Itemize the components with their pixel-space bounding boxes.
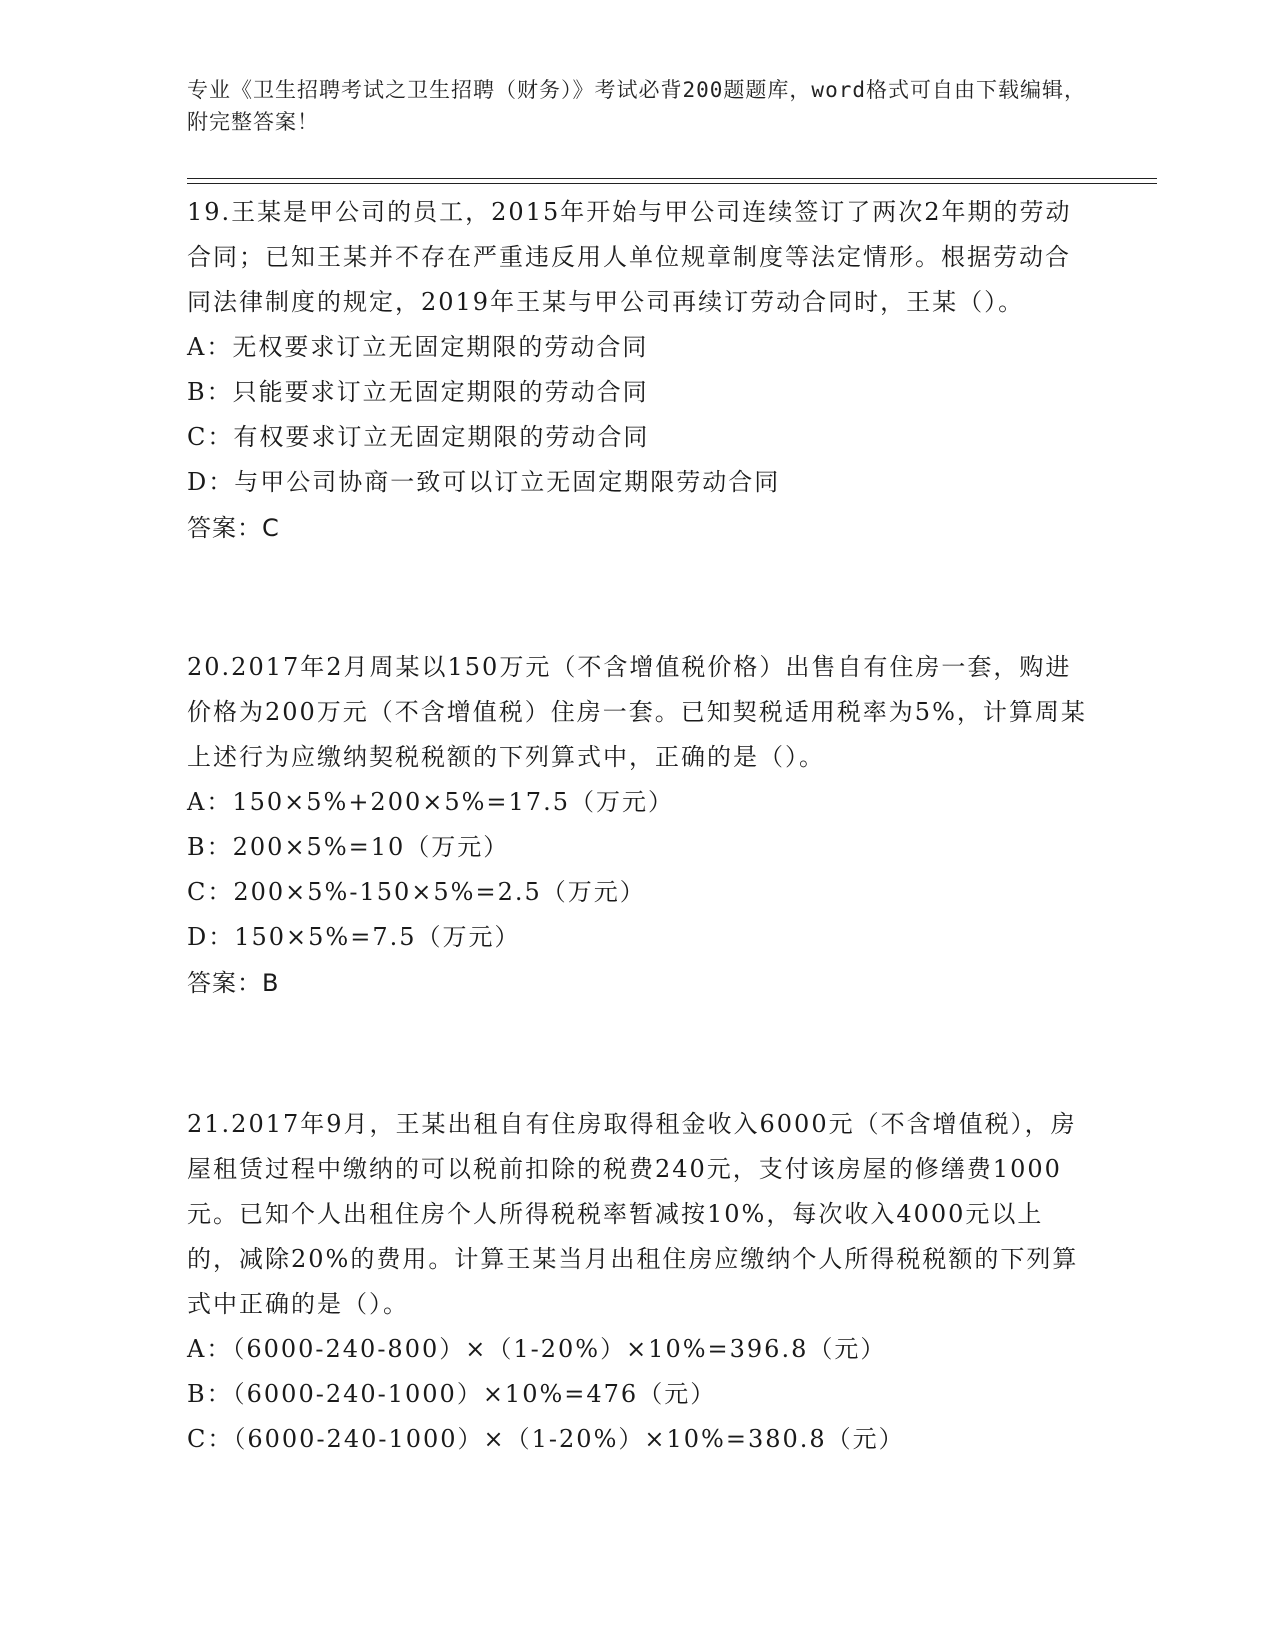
option-a: A：150×5%+200×5%=17.5（万元） [187,788,674,816]
option-b: B：200×5%=10（万元） [187,833,510,861]
question-stem: 19.王某是甲公司的员工，2015年开始与甲公司连续签订了两次2年期的劳动合同；已知王某并不存在严重违反用人单位规章制度等法定情形。根据劳动合同法律制度的规定，2019年王某与甲公司再续订劳动合同时，王某（）。 [187,198,1072,316]
option-d: D：与甲公司协商一致可以订立无固定期限劳动合同 [187,468,781,496]
question-stem: 20.2017年2月周某以150万元（不含增值税价格）出售自有住房一套，购进价格为200万元（不含增值税）住房一套。已知契税适用税率为5%，计算周某上述行为应缴纳契税税额的下列算式中，正确的是（）。 [187,653,1087,771]
header-divider-top [187,178,1157,179]
option-c: C：200×5%-150×5%=2.5（万元） [187,878,646,906]
question-21 [187,1102,1087,1462]
option-c: C：（6000-240-1000）×（1-20%）×10%=380.8（元） [187,1425,905,1453]
option-c: C：有权要求订立无固定期限的劳动合同 [187,423,650,451]
answer: 答案：C [187,514,280,542]
option-b: B：（6000-240-1000）×10%=476（元） [187,1380,717,1408]
question-19 [187,190,1087,551]
option-a: A：（6000-240-800）×（1-20%）×10%=396.8（元） [187,1335,887,1363]
header-divider-bottom [187,183,1157,184]
option-a: A：无权要求订立无固定期限的劳动合同 [187,333,649,361]
answer: 答案：B [187,969,280,997]
option-b: B：只能要求订立无固定期限的劳动合同 [187,378,649,406]
document-header: 专业《卫生招聘考试之卫生招聘（财务）》考试必背200题题库，word格式可自由下载编辑，附完整答案！ [187,78,1086,134]
question-stem: 21.2017年9月，王某出租自有住房取得租金收入6000元（不含增值税），房屋租赁过程中缴纳的可以税前扣除的税费240元，支付该房屋的修缮费1000元。已知个人出租住房个人所得税税率暂减按10%，每次收入4000元以上的，减除20%的费用。计算王某当月出租住房应缴纳个人所得税税额的下列算式中正确的是（）。 [187,1110,1079,1318]
question-20 [187,645,1087,1006]
option-d: D：150×5%=7.5（万元） [187,923,521,951]
